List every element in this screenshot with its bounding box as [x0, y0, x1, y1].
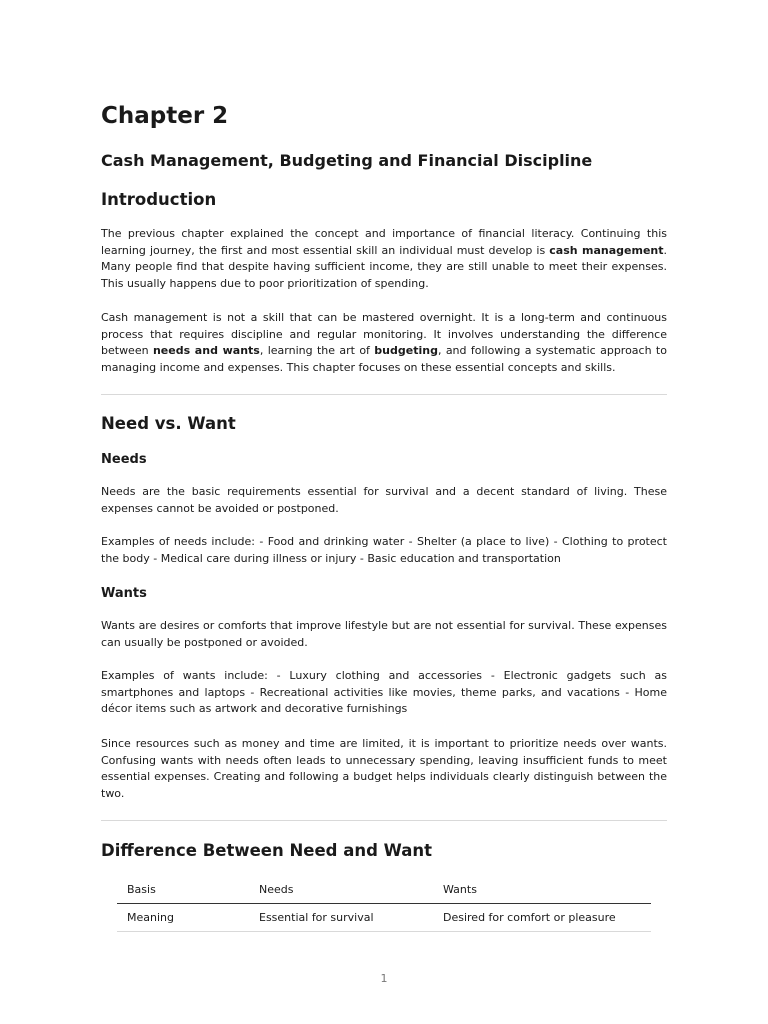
wants-paragraph-2: Examples of wants include: - Luxury clothing and accessories - Electronic gadgets such as smartphones and laptops - Recreational activities like movies, theme parks, and vacations - Home décor items such as artwork and decorative furnishings: [101, 669, 667, 716]
page-number: 1: [380, 972, 388, 985]
bold-term-cash-management: cash management: [549, 243, 664, 257]
table-header-cell: Basis: [117, 876, 249, 904]
section-divider: [101, 394, 667, 395]
table-header-row: [117, 876, 651, 904]
intro-paragraph-1: The previous chapter explained the concept and importance of financial literacy. Continuing this learning journey, the first and most essential skill an individual must develop is cash management. Many people find that despite having sufficient income, they are still unable to meet their expenses. This usually happens due to poor prioritization of spending.: [101, 227, 667, 290]
difference-table: [117, 876, 651, 932]
intro-heading: Introduction: [101, 190, 217, 209]
needs-heading: Needs: [101, 452, 147, 467]
intro-paragraph-2: Cash management is not a skill that can be mastered overnight. It is a long-term and continuous process that requires discipline and regular monitoring. It involves understanding the difference between needs and wants, learning the art of budgeting, and following a systematic approach to managing income and expenses. This chapter focuses on these essential concepts and skills.: [101, 311, 667, 374]
table-header-cell: Wants: [433, 876, 651, 904]
difference-heading: Difference Between Need and Want: [101, 841, 433, 860]
wants-paragraph-3: Since resources such as money and time are limited, it is important to prioritize needs over wants. Confusing wants with needs often leads to unnecessary spending, leaving insufficient funds to meet essential expenses. Creating and following a budget helps individuals clearly distinguish between the two.: [101, 737, 667, 800]
table-row: [117, 904, 651, 932]
needs-paragraph-1: Needs are the basic requirements essential for survival and a decent standard of living. These expenses cannot be avoided or postponed.: [101, 485, 667, 515]
table-cell: Desired for comfort or pleasure: [433, 904, 651, 932]
table-cell: Essential for survival: [249, 904, 433, 932]
table-cell: Meaning: [117, 904, 249, 932]
wants-paragraph-1: Wants are desires or comforts that improve lifestyle but are not essential for survival. These expenses can usually be postponed or avoided.: [101, 619, 667, 649]
table-header-cell: Needs: [249, 876, 433, 904]
section-divider: [101, 820, 667, 821]
need-vs-want-heading: Need vs. Want: [101, 414, 236, 433]
bold-term-budgeting: budgeting: [374, 344, 438, 358]
wants-heading: Wants: [101, 586, 147, 601]
chapter-title: Chapter 2: [101, 103, 229, 129]
needs-paragraph-2: Examples of needs include: - Food and drinking water - Shelter (a place to live) - Clothing to protect the body - Medical care during illness or injury - Basic education and transportation: [101, 535, 667, 565]
chapter-subtitle: Cash Management, Budgeting and Financial Discipline: [101, 151, 593, 170]
bold-term-needs-and-wants: needs and wants: [152, 344, 260, 358]
